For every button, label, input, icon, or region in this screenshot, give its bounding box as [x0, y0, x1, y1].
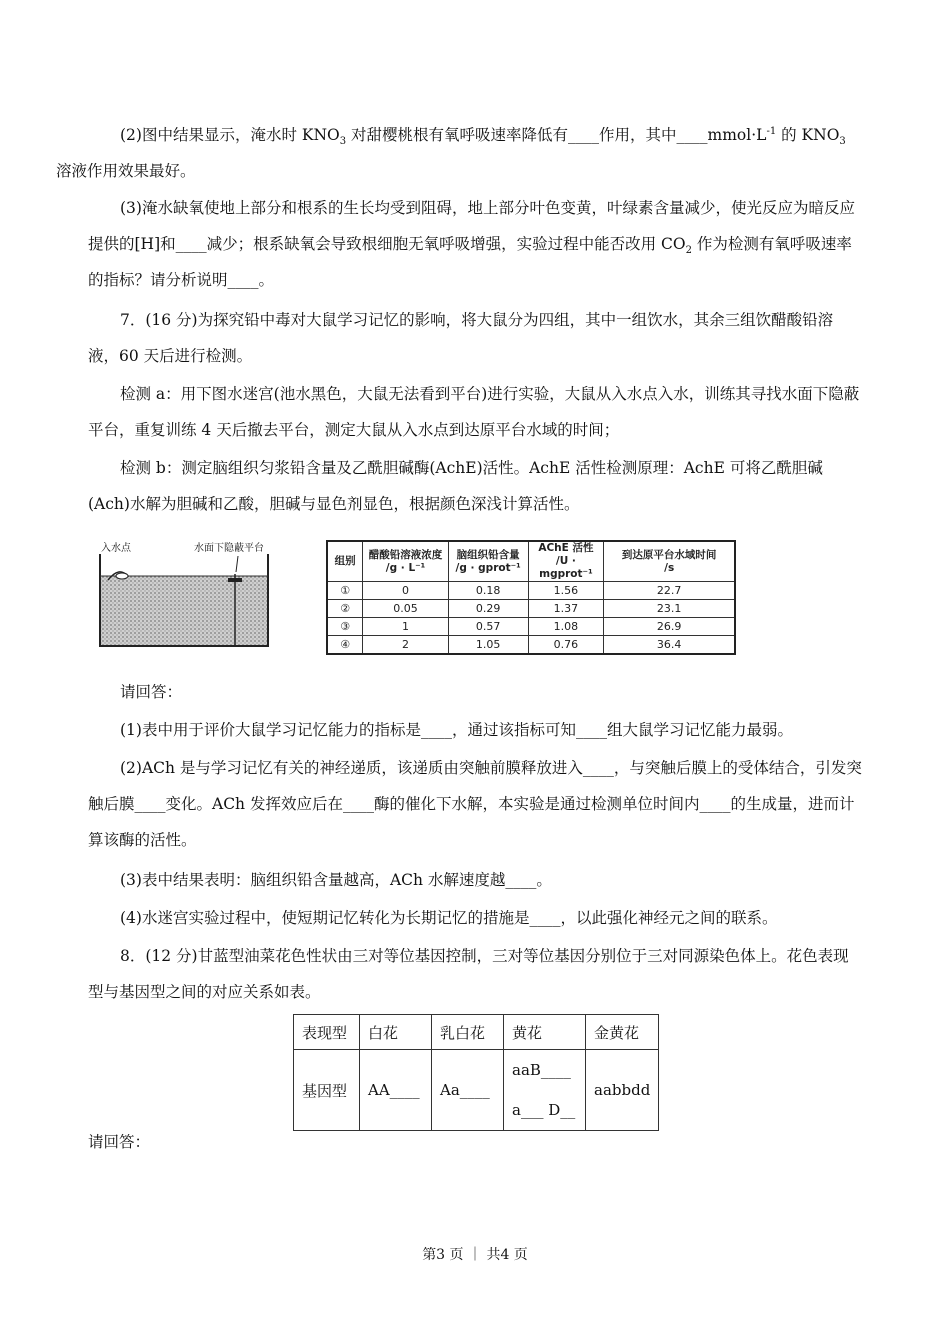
q7-sub2: (2)ACh 是与学习记忆有关的神经递质，该递质由突触前膜释放进入____，与突触后膜上的受体结合，引发突触后膜____变化。ACh 发挥效应后在____酶的催化下水解，本实验是通过检测单位时间内____的生成量，进而计算该酶的活性。 [88, 759, 862, 849]
table-row [294, 1050, 659, 1131]
table-cell: 1.56 [528, 582, 604, 600]
table-cell: 1.08 [528, 618, 604, 636]
table-row-label: 基因型 [294, 1050, 360, 1131]
hidden-platform-icon [228, 578, 242, 582]
table-header-row [327, 541, 735, 582]
table-cell: 1.37 [528, 600, 604, 618]
table-header-cell: 组别 [327, 541, 363, 582]
table-cell: ① [327, 582, 363, 600]
lead-data-table [326, 540, 736, 655]
table-cell: 26.9 [604, 618, 735, 636]
table-header-cell: 白花 [360, 1015, 432, 1050]
table-header-cell: 脑组织铅含量 /g · gprot⁻¹ [448, 541, 528, 582]
table-cell: 1 [363, 618, 449, 636]
table-header-cell: AChE 活性 /U · mgprot⁻¹ [528, 541, 604, 582]
table-cell: 2 [363, 636, 449, 655]
table-cell: 22.7 [604, 582, 735, 600]
table-header-cell: 到达原平台水域时间 /s [604, 541, 735, 582]
flower-color-table [293, 1014, 659, 1131]
table-cell: 0.18 [448, 582, 528, 600]
table-header-row [294, 1015, 659, 1050]
table-cell: ② [327, 600, 363, 618]
q8-intro: 8．(12 分)甘蓝型油菜花色性状由三对等位基因控制，三对等位基因分别位于三对同源染色体上。花色表现型与基因型之间的对应关系如表。 [88, 947, 849, 1001]
table-row [327, 600, 735, 618]
table-cell: Aa____ [432, 1050, 504, 1131]
q7-test-a: 检测 a：用下图水迷宫(池水黑色，大鼠无法看到平台)进行实验，大鼠从入水点入水，训练其寻找水面下隐蔽平台，重复训练 4 天后撤去平台，测定大鼠从入水点到达原平台水域的时间； [88, 385, 860, 439]
q7-sub4: (4)水迷宫实验过程中，使短期记忆转化为长期记忆的措施是____，以此强化神经元之间的联系。 [120, 909, 778, 927]
page-footer: 第3 页 ｜ 共4 页 [422, 1247, 528, 1263]
table-cell: 0.29 [448, 600, 528, 618]
table-cell: 0.57 [448, 618, 528, 636]
table-header-cell: 金黄花 [586, 1015, 659, 1050]
table-cell: 0.76 [528, 636, 604, 655]
q7-sub1: (1)表中用于评价大鼠学习记忆能力的指标是____，通过该指标可知____组大鼠学习记忆能力最弱。 [120, 721, 793, 739]
table-row [327, 582, 735, 600]
q6-part2: (2)图中结果显示，淹水时 $KNO_3$ 对甜樱桃根有氧呼吸速率降低有____作用，其中$\_\_\_\_mmol\cdot L^{-1}$ 的 $KNO_3$ 溶液作用效果最好。 [56, 125, 846, 180]
table-row [327, 636, 735, 655]
table-cell: aabbdd [586, 1050, 659, 1131]
table-cell: ③ [327, 618, 363, 636]
table-cell: 0 [363, 582, 449, 600]
platform-label: 水面下隐蔽平台 [194, 543, 264, 554]
table-cell: 1.05 [448, 636, 528, 655]
q7-answer-prompt: 请回答： [120, 683, 183, 701]
q8-answer-prompt: 请回答： [88, 1133, 151, 1151]
table-header-cell: 黄花 [504, 1015, 586, 1050]
q7-sub3: (3)表中结果表明：脑组织铅含量越高，ACh 水解速度越____。 [120, 871, 552, 889]
q7-intro: 7．(16 分)为探究铅中毒对大鼠学习记忆的影响，将大鼠分为四组，其中一组饮水，其余三组饮醋酸铅溶液，60 天后进行检测。 [88, 311, 834, 365]
water-pool [100, 576, 268, 646]
table-cell: 23.1 [604, 600, 735, 618]
table-header-cell: 醋酸铅溶液浓度 /g · L⁻¹ [363, 541, 449, 582]
q6-part3: (3)淹水缺氧使地上部分和根系的生长均受到阻碍，地上部分叶色变黄，叶绿素含量减少，使光反应为暗反应提供的[H]和____减少；根系缺氧会导致根细胞无氧呼吸增强，实验过程中能否改用 $CO_2$ 作为检测有氧呼吸速率的指标？请分析说明____。 [88, 199, 855, 289]
rat-icon [116, 573, 128, 579]
table-cell: ④ [327, 636, 363, 655]
table-cell: 36.4 [604, 636, 735, 655]
table-cell: aaB____ a___ D__ [504, 1050, 586, 1131]
water-maze-figure [98, 540, 280, 660]
q7-test-b: 检测 b：测定脑组织匀浆铅含量及乙酰胆碱酶(AchE)活性。AchE 活性检测原理：AchE 可将乙酰胆碱(Ach)水解为胆碱和乙酸，胆碱与显色剂显色，根据颜色深浅计算活性。 [88, 459, 823, 513]
table-cell: 0.05 [363, 600, 449, 618]
table-cell: AA____ [360, 1050, 432, 1131]
entry-point-label: 入水点 [101, 543, 131, 554]
table-header-cell: 乳白花 [432, 1015, 504, 1050]
table-row [327, 618, 735, 636]
table-header-cell: 表现型 [294, 1015, 360, 1050]
